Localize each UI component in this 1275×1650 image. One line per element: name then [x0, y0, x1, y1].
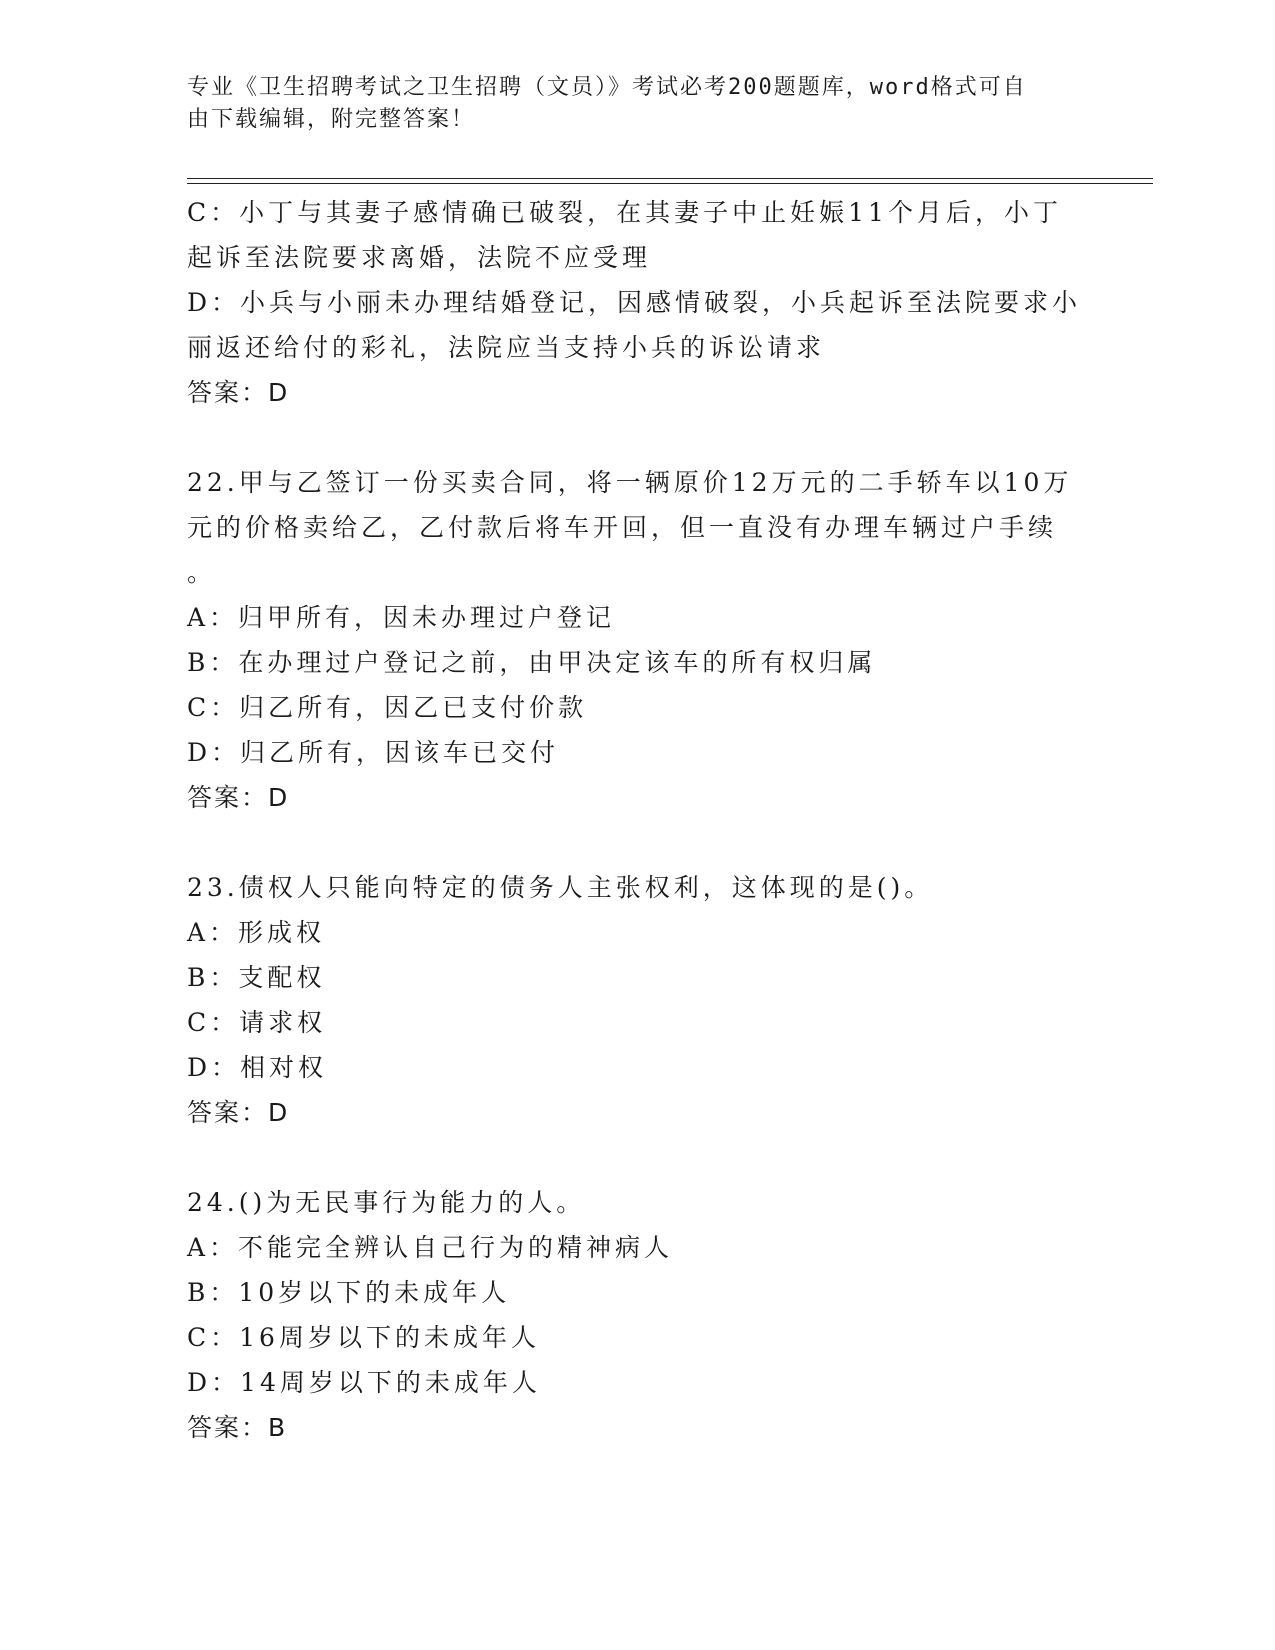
option-c: C：16周岁以下的未成年人	[187, 1323, 540, 1352]
option-c: C：归乙所有，因乙已支付价款	[187, 693, 588, 722]
spacer	[187, 415, 1087, 460]
option-a: A：归甲所有，因未办理过户登记	[187, 603, 616, 632]
option-c-line-1: C：小丁与其妻子感情确已破裂，在其妻子中止妊娠11个月后，小丁	[187, 198, 1062, 227]
question-stem: 23.债权人只能向特定的债务人主张权利，这体现的是()。	[187, 873, 934, 902]
option-a: A：不能完全辨认自己行为的精神病人	[187, 1233, 674, 1262]
answer: 答案：D	[187, 378, 290, 407]
question-24	[187, 1180, 1087, 1450]
option-b: B：在办理过户登记之前，由甲决定该车的所有权归属	[187, 648, 877, 677]
option-d: D：14周岁以下的未成年人	[187, 1368, 541, 1397]
question-stem: 24.()为无民事行为能力的人。	[187, 1188, 586, 1217]
header-line-1: 专业《卫生招聘考试之卫生招聘（文员）》考试必考200题题库，word格式可自	[187, 75, 1027, 100]
header-rule-bottom	[187, 183, 1153, 184]
question-stem-line-1: 22.甲与乙签订一份买卖合同，将一辆原价12万元的二手轿车以10万	[187, 468, 1073, 497]
question-23	[187, 865, 1087, 1135]
answer: 答案：B	[187, 1413, 288, 1442]
header-line-2: 由下载编辑，附完整答案！	[187, 107, 476, 132]
option-c-line-2: 起诉至法院要求离婚，法院不应受理	[187, 243, 652, 272]
question-stem-line-2: 元的价格卖给乙，乙付款后将车开回，但一直没有办理车辆过户手续	[187, 513, 1058, 542]
answer: 答案：D	[187, 783, 290, 812]
question-22	[187, 460, 1087, 820]
option-b: B：10岁以下的未成年人	[187, 1278, 511, 1307]
option-c: C：请求权	[187, 1008, 327, 1037]
question-stem-line-3: 。	[187, 558, 217, 587]
spacer	[187, 820, 1087, 865]
option-b: B：支配权	[187, 963, 326, 992]
spacer	[187, 1135, 1087, 1180]
answer: 答案：D	[187, 1098, 290, 1127]
header-rule-top	[187, 178, 1153, 179]
document-header	[187, 72, 1067, 136]
option-d-line-1: D：小兵与小丽未办理结婚登记，因感情破裂，小兵起诉至法院要求小	[187, 288, 1082, 317]
option-d: D：相对权	[187, 1053, 328, 1082]
option-d-line-2: 丽返还给付的彩礼，法院应当支持小兵的诉讼请求	[187, 333, 826, 362]
question-21-tail	[187, 190, 1087, 415]
question-content	[187, 190, 1087, 1450]
option-a: A：形成权	[187, 918, 326, 947]
option-d: D：归乙所有，因该车已交付	[187, 738, 560, 767]
